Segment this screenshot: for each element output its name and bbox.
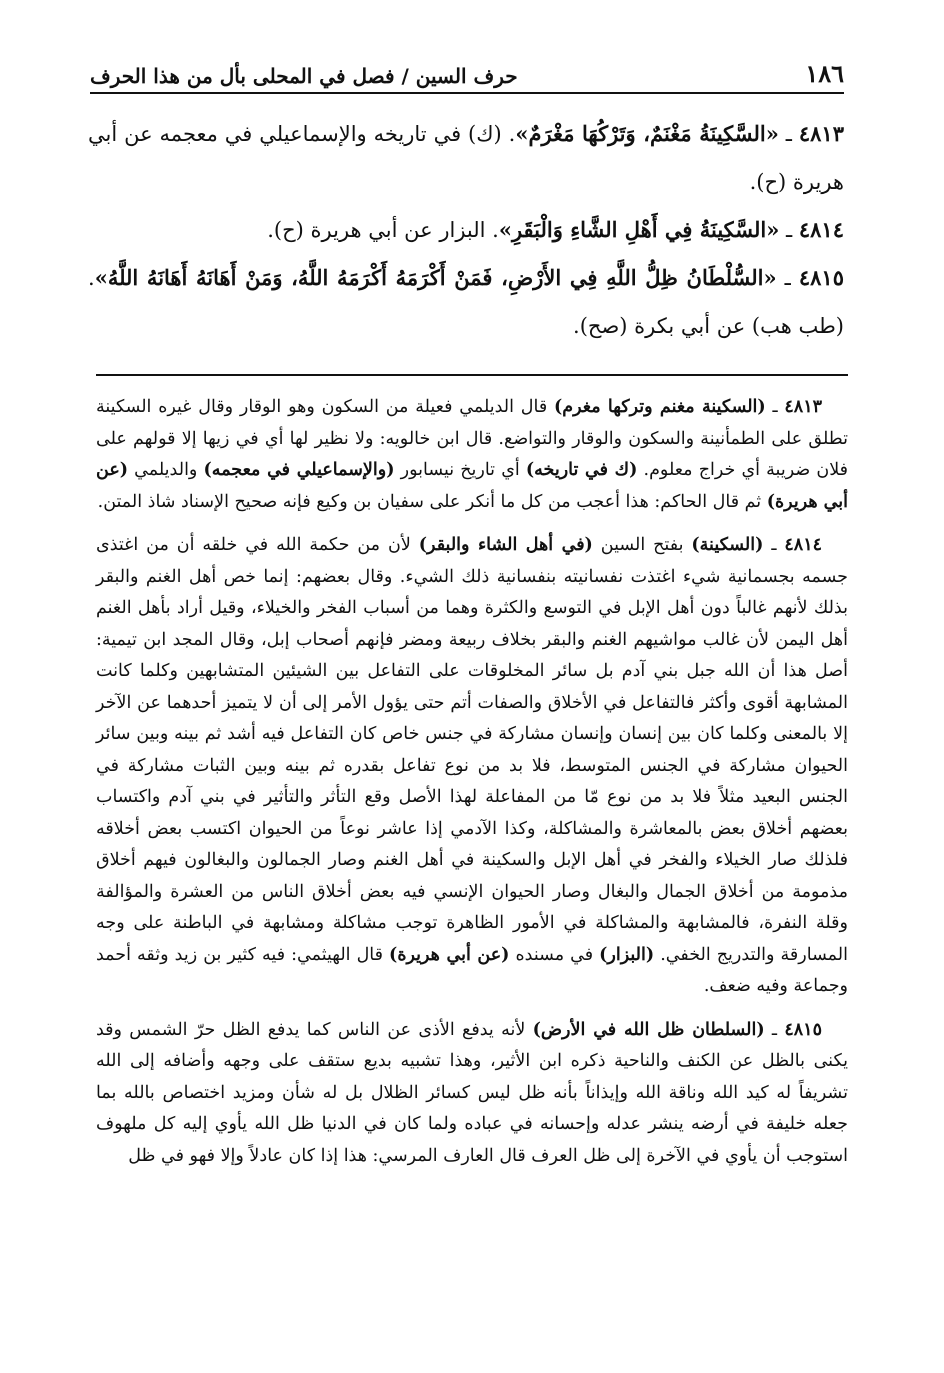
commentary-emphasis: (البزار) <box>599 944 655 965</box>
commentary-text: في مسنده <box>509 944 600 965</box>
commentary-text: والديلمي <box>128 460 204 480</box>
hadith-4815 <box>88 254 844 350</box>
hadith-source: . (ك) في تاريخه والإسماعيلي في معجمه عن أبي هريرة (ح). <box>88 122 844 194</box>
commentary-lead: (السلطان ظل الله في الأرض) <box>532 1019 765 1040</box>
commentary-text: لأن من حكمة الله في خلقه أن من اغتذى جسمه بجسمانية شيء اغتذت نفسانيته بنفسانية ذلك الشيء. وقال بعضهم: إنما خص أهل الغنم والبقر بذلك لأنهم غالباً دون أهل الإبل في التوسع والكثرة وهما من أسباب الفخر والخيلاء، وقيل أراد بأهل الغنم أهل اليمن لأن غالب مواشيهم الغنم والبقر بخلاف ربيعة ومضر فإنهم أصحاب إبل، وقال المجد ابن تيمية: أصل هذا أن الله جبل بني آدم بل سائر المخلوقات على التفاعل بين الشيئين المتشابهين وكلما كانت المشابهة أقوى وأكثر فالتفاعل في الأخلاق والصفات أتم حتى يؤول الأمر إلى أن لا يتميز أحدهما عن الآخر إلا بالمعنى وكلما كان بين إنسان وإنسان مشاركة في جنس خاص كان التفاعل فيه أشد ثم بينه وبين سائر الحيوان مشاركة في الجنس المتوسط، فلا بد من نوع تفاعل بقدره ثم بينه وبين الثبات مشاركة في الجنس البعيد مثلاً فلا بد من نوع مّا من المفاعلة لهذا الأصل وقع التأثر والتأثير في بني آدم واكتساب بعضهم أخلاق بعض بالمعاشرة والمشاكلة، وكذا الآدمي إذا عاشر نوعاً من الحيوان اكتسب بعض أخلاقه فلذلك صار الخيلاء والفخر في أهل الإبل والسكينة في أهل الغنم وصار الجمالون والبغالون فيهم أخلاق مذمومة من أخلاق الجمال والبغال وصار الحيوان الإنسي فيه بعض أخلاق الناس من العشرة والمؤالفة وقلة النفرة، فالمشابهة والمشاكلة في الأمور الظاهرة توجب مشاكلة ومشابهة في الباطنة على وجه المسارقة والتدريج الخفي. <box>96 535 848 965</box>
hadith-text: «السَّكِينَةُ مَغْنَمٌ، وَتَرْكُهَا مَغْرَمٌ» <box>515 121 779 146</box>
hadith-number: ٤٨١٤ <box>798 217 844 242</box>
hadith-list <box>88 110 844 350</box>
hadith-dash: ـ <box>778 122 799 146</box>
commentary-section <box>96 392 848 1184</box>
commentary-lead: (السكينة) <box>691 535 764 555</box>
commentary-lead: (السكينة مغنم وتركها مغرم) <box>554 397 766 417</box>
commentary-emphasis: (ك في تاريخه) <box>525 460 638 480</box>
commentary-dash: ـ <box>763 535 785 555</box>
commentary-number: ٤٨١٣ <box>784 397 822 417</box>
commentary-number: ٤٨١٥ <box>784 1019 822 1040</box>
commentary-text: لأنه يدفع الأذى عن الناس كما يدفع الظل حرّ الشمس وقد يكنى بالظل عن الكنف والناحية ذكره ابن الأثير، وهذا تشبيه بديع ستقف على وجهه وأضافه إلى الله تشريفاً له كيد الله وناقة الله وإيذاناً بأنه ظل ليس كسائر الظلال بل له شأن ومزيد اختصاص بالله بما جعله خليفة في أرضه ينشر عدله وإحسانه في عباده ولما كان في الدنيا ظل الله يأوي إليه كل ملهوف استوجب أن يأوي في الآخرة إلى ظل العرف قال العارف المرسي: هذا إذا كان عادلاً وإلا فهو في ظل <box>96 1019 848 1166</box>
hadith-4814 <box>88 206 844 254</box>
commentary-number: ٤٨١٤ <box>784 535 822 555</box>
commentary-emphasis: (في أهل الشاء والبقر) <box>418 535 593 555</box>
commentary-emphasis: (والإسماعيلي في معجمه) <box>203 460 395 480</box>
footnote-divider <box>96 374 848 376</box>
commentary-text: ثم قال الحاكم: هذا أعجب من كل ما أنكر على سفيان بن وكيع فإنه صحيح الإسناد شاذ المتن. <box>97 491 767 512</box>
commentary-text: أي تاريخ نيسابور <box>394 460 526 480</box>
commentary-text: قال الهيثمي: فيه كثير بن زيد وثقه أحمد وجماعة وفيه ضعف. <box>96 944 848 996</box>
page-header <box>90 52 844 94</box>
hadith-text: «السُّلْطَانُ ظِلُّ اللَّهِ فِي الأَرْضِ، فَمَنْ أَكْرَمَهُ أَكْرَمَهُ اللَّهُ، وَمَنْ أَهَانَهُ أَهَانَهُ اللَّهُ» <box>94 265 777 290</box>
hadith-number: ٤٨١٣ <box>798 121 844 146</box>
page-number: ١٨٦ <box>805 59 844 88</box>
commentary-4815 <box>96 1015 848 1173</box>
commentary-emphasis: (عن أبي هريرة) <box>96 460 848 512</box>
commentary-dash: ـ <box>764 1019 785 1040</box>
commentary-dash: ـ <box>765 397 785 417</box>
commentary-4814 <box>96 530 848 1003</box>
hadith-4813 <box>88 110 844 206</box>
commentary-emphasis: (عن أبي هريرة) <box>389 944 510 965</box>
hadith-source: . (طب هب) عن أبي بكرة (صح). <box>88 266 844 338</box>
commentary-text: قال الديلمي فعيلة من السكون وهو الوقار وقال غيره السكينة تطلق على الطمأنينة والسكون والوقار والتواضع. قال ابن خالويه: ولا نظير لها أي في زيها إلا قولهم على فلان ضريبة أي خراج معلوم. <box>96 397 849 480</box>
hadith-dash: ـ <box>776 266 799 290</box>
commentary-4813 <box>96 392 848 518</box>
hadith-dash: ـ <box>779 218 799 242</box>
commentary-text: بفتح السين <box>592 535 692 555</box>
hadith-source: . البزار عن أبي هريرة (ح). <box>267 218 499 242</box>
hadith-text: «السَّكِينَةُ فِي أَهْلِ الشَّاءِ وَالْبَقَرِ» <box>498 217 780 242</box>
running-title: حرف السين / فصل في المحلى بأل من هذا الحرف <box>90 64 518 88</box>
hadith-number: ٤٨١٥ <box>798 265 844 290</box>
